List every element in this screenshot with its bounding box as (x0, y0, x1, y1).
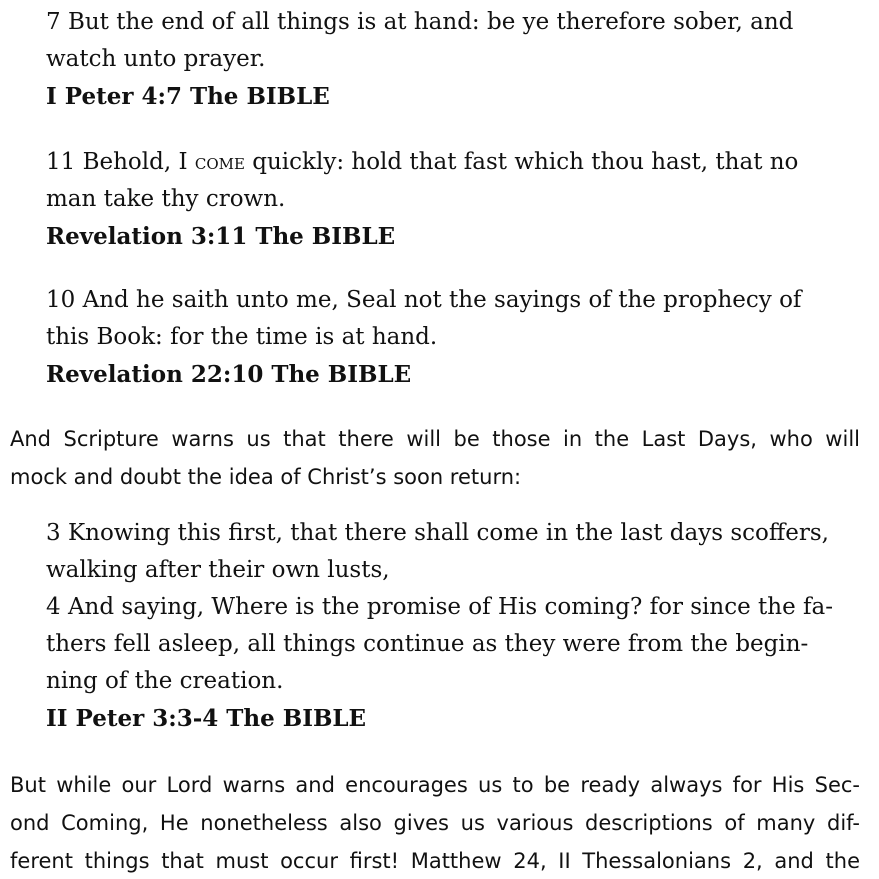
paragraph-line: And Scripture warns us that there will be those in the Last Days, who will (10, 427, 860, 451)
scripture-citation: I Peter 4:7 The BIBLE (46, 83, 330, 110)
body-paragraph-second-coming (10, 766, 860, 879)
body-paragraph-scoffers-intro (10, 420, 860, 496)
verse-line: 4 And saying, Where is the promise of His coming? for since the fa- (46, 594, 833, 620)
verse-text: 11 Behold, I (46, 149, 195, 175)
scripture-citation: II Peter 3:3-4 The BIBLE (46, 705, 367, 732)
verse-line: ning of the creation. (46, 668, 284, 694)
paragraph-line: ferent things that must occur first! Matthew 24, II Thessalonians 2, and the (10, 849, 860, 873)
paragraph-line: mock and doubt the idea of Christ’s soon return: (10, 465, 522, 489)
verse-line: watch unto prayer. (46, 46, 266, 72)
verse-line: man take thy crown. (46, 186, 286, 212)
verse-line: 7 But the end of all things is at hand: be ye therefore sober, and (46, 9, 794, 35)
paragraph-line: But while our Lord warns and encourages us to be ready always for His Sec- (10, 773, 860, 797)
verse-smallcaps-word: come (194, 149, 245, 174)
verse-line: thers fell asleep, all things continue as they were from the begin- (46, 631, 809, 657)
paragraph-line: ond Coming, He nonetheless also gives us various descriptions of many dif- (10, 811, 860, 835)
verse-line (46, 143, 851, 181)
scripture-block-revelation-22-10 (46, 282, 851, 393)
scripture-block-revelation-3-11 (46, 143, 851, 255)
verse-line: this Book: for the time is at hand. (46, 324, 438, 350)
scripture-citation: Revelation 22:10 The BIBLE (46, 361, 412, 388)
scripture-block-1peter-4-7 (46, 4, 851, 115)
verse-line: walking after their own lusts, (46, 557, 390, 583)
verse-line: 10 And he saith unto me, Seal not the sayings of the prophecy of (46, 287, 802, 313)
verse-line: 3 Knowing this first, that there shall come in the last days scoffers, (46, 520, 829, 546)
scripture-citation: Revelation 3:11 The BIBLE (46, 223, 396, 250)
verse-text: quickly: hold that fast which thou hast, that no (244, 149, 799, 175)
scripture-block-2peter-3-3-4 (46, 515, 851, 737)
